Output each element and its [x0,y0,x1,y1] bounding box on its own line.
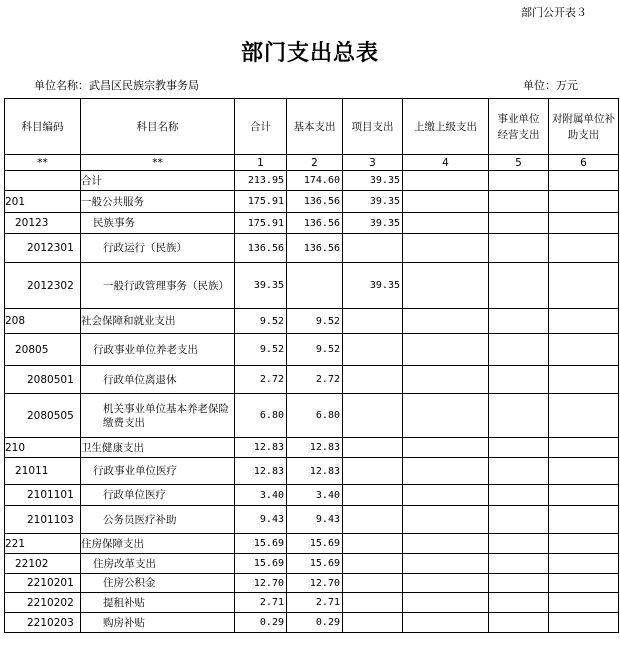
upper-payment-cell [403,309,489,334]
business-expense-cell [489,334,549,366]
subject-code-cell: 2101101 [5,485,81,506]
business-expense-cell [489,394,549,438]
business-expense-cell [489,213,549,234]
project-expense-cell [343,309,403,334]
col-header-subsidy: 对附属单位补助支出 [549,99,619,155]
upper-payment-cell [403,574,489,593]
subsidy-cell [549,334,619,366]
total-cell: 175.91 [235,213,287,234]
subject-name-cell: 行政运行（民族） [81,234,235,263]
subsidy-cell [549,506,619,534]
unit-name-label: 单位名称：武昌区民族宗教事务局 [34,79,199,92]
index-cell: 5 [489,155,549,171]
project-expense-cell [343,438,403,458]
subject-code-cell: 2210201 [5,574,81,593]
total-cell: 2.71 [235,593,287,613]
subject-code-cell: 2080505 [5,394,81,438]
table-row [5,171,619,191]
subsidy-cell [549,458,619,485]
subsidy-cell [549,534,619,554]
project-expense-cell [343,506,403,534]
table-row [5,263,619,309]
subsidy-cell [549,263,619,309]
upper-payment-cell [403,485,489,506]
subsidy-cell [549,191,619,213]
upper-payment-cell [403,334,489,366]
index-cell: 1 [235,155,287,171]
total-cell: 15.69 [235,554,287,574]
business-expense-cell [489,191,549,213]
total-cell: 15.69 [235,534,287,554]
subject-code-cell: 2012302 [5,263,81,309]
table-row [5,309,619,334]
business-expense-cell [489,234,549,263]
upper-payment-cell [403,234,489,263]
col-header-code: 科目编码 [5,99,81,155]
subject-code-cell: 2210203 [5,613,81,633]
subject-code-cell: 22102 [5,554,81,574]
upper-payment-cell [403,534,489,554]
table-row [5,574,619,593]
upper-payment-cell [403,366,489,394]
upper-payment-cell [403,593,489,613]
basic-expense-cell: 15.69 [287,554,343,574]
table-row [5,366,619,394]
project-expense-cell [343,234,403,263]
subject-name-cell: 一般行政管理事务（民族） [81,263,235,309]
upper-payment-cell [403,191,489,213]
total-cell: 12.70 [235,574,287,593]
subject-name-cell: 行政事业单位医疗 [81,458,235,485]
table-row [5,191,619,213]
project-expense-cell [343,394,403,438]
total-cell: 213.95 [235,171,287,191]
table-body [5,171,619,633]
basic-expense-cell: 9.52 [287,334,343,366]
business-expense-cell [489,309,549,334]
total-cell: 175.91 [235,191,287,213]
total-cell: 6.80 [235,394,287,438]
business-expense-cell [489,554,549,574]
subject-code-cell: 20123 [5,213,81,234]
upper-payment-cell [403,506,489,534]
subject-name-cell: 行政单位医疗 [81,485,235,506]
business-expense-cell [489,438,549,458]
business-expense-cell [489,366,549,394]
total-cell: 9.52 [235,309,287,334]
subject-name-cell: 公务员医疗补助 [81,506,235,534]
basic-expense-cell [287,263,343,309]
subject-code-cell: 2012301 [5,234,81,263]
table-row [5,534,619,554]
index-cell: ** [81,155,235,171]
header-row [5,99,619,155]
subject-name-cell: 一般公共服务 [81,191,235,213]
subsidy-cell [549,234,619,263]
basic-expense-cell: 15.69 [287,534,343,554]
col-header-total: 合计 [235,99,287,155]
basic-expense-cell: 2.72 [287,366,343,394]
project-expense-cell [343,554,403,574]
subject-code-cell: 208 [5,309,81,334]
index-cell: 6 [549,155,619,171]
upper-payment-cell [403,438,489,458]
subsidy-cell [549,394,619,438]
total-cell: 9.52 [235,334,287,366]
table-row [5,234,619,263]
total-cell: 12.83 [235,458,287,485]
col-header-name: 科目名称 [81,99,235,155]
upper-payment-cell [403,263,489,309]
subject-code-cell: 221 [5,534,81,554]
table-row [5,394,619,438]
index-cell: 3 [343,155,403,171]
subject-code-cell: 210 [5,438,81,458]
subject-code-cell: 20805 [5,334,81,366]
basic-expense-cell: 174.60 [287,171,343,191]
index-row [5,155,619,171]
subject-name-cell: 提租补贴 [81,593,235,613]
subsidy-cell [549,574,619,593]
business-expense-cell [489,613,549,633]
subsidy-cell [549,213,619,234]
total-cell: 136.56 [235,234,287,263]
subsidy-cell [549,366,619,394]
project-expense-cell: 39.35 [343,263,403,309]
basic-expense-cell: 136.56 [287,234,343,263]
table-row [5,485,619,506]
table-row [5,334,619,366]
table-row [5,458,619,485]
business-expense-cell [489,263,549,309]
total-cell: 2.72 [235,366,287,394]
project-expense-cell [343,458,403,485]
business-expense-cell [489,171,549,191]
index-cell: ** [5,155,81,171]
total-cell: 12.83 [235,438,287,458]
basic-expense-cell: 3.40 [287,485,343,506]
basic-expense-cell: 136.56 [287,213,343,234]
col-header-project: 项目支出 [343,99,403,155]
table-row [5,506,619,534]
expenditure-table [4,98,619,633]
basic-expense-cell: 12.70 [287,574,343,593]
subject-name-cell: 社会保障和就业支出 [81,309,235,334]
project-expense-cell [343,366,403,394]
business-expense-cell [489,458,549,485]
upper-payment-cell [403,613,489,633]
subject-code-cell: 201 [5,191,81,213]
basic-expense-cell: 12.83 [287,438,343,458]
total-cell: 0.29 [235,613,287,633]
subsidy-cell [549,554,619,574]
subject-code-cell: 2101103 [5,506,81,534]
page-title: 部门支出总表 [240,40,379,66]
subsidy-cell [549,171,619,191]
project-expense-cell [343,613,403,633]
subject-name-cell: 卫生健康支出 [81,438,235,458]
business-expense-cell [489,485,549,506]
project-expense-cell: 39.35 [343,191,403,213]
total-cell: 39.35 [235,263,287,309]
subsidy-cell [549,309,619,334]
upper-payment-cell [403,394,489,438]
basic-expense-cell: 2.71 [287,593,343,613]
subsidy-cell [549,593,619,613]
business-expense-cell [489,506,549,534]
form-number: 部门公开表３ [521,6,587,19]
project-expense-cell: 39.35 [343,171,403,191]
project-expense-cell [343,534,403,554]
business-expense-cell [489,593,549,613]
subject-name-cell: 合计 [81,171,235,191]
total-cell: 9.43 [235,506,287,534]
subject-code-cell: 2080501 [5,366,81,394]
col-header-basic: 基本支出 [287,99,343,155]
upper-payment-cell [403,458,489,485]
basic-expense-cell: 9.52 [287,309,343,334]
project-expense-cell [343,593,403,613]
table-row [5,554,619,574]
subject-name-cell: 住房改革支出 [81,554,235,574]
table-row [5,613,619,633]
project-expense-cell [343,574,403,593]
subsidy-cell [549,485,619,506]
table-row [5,438,619,458]
subject-name-cell: 机关事业单位基本养老保险缴费支出 [81,394,235,438]
subsidy-cell [549,438,619,458]
subject-name-cell: 民族事务 [81,213,235,234]
total-cell: 3.40 [235,485,287,506]
business-expense-cell [489,574,549,593]
subject-name-cell: 行政单位离退休 [81,366,235,394]
upper-payment-cell [403,171,489,191]
subject-name-cell: 购房补贴 [81,613,235,633]
basic-expense-cell: 9.43 [287,506,343,534]
subject-name-cell: 住房保障支出 [81,534,235,554]
upper-payment-cell [403,554,489,574]
basic-expense-cell: 0.29 [287,613,343,633]
unit-measure-label: 单位：万元 [523,79,578,92]
upper-payment-cell [403,213,489,234]
col-header-upper: 上缴上级支出 [403,99,489,155]
project-expense-cell [343,485,403,506]
table-row [5,213,619,234]
subject-code-cell [5,171,81,191]
table-row [5,593,619,613]
index-cell: 2 [287,155,343,171]
basic-expense-cell: 12.83 [287,458,343,485]
col-header-business: 事业单位经营支出 [489,99,549,155]
basic-expense-cell: 136.56 [287,191,343,213]
basic-expense-cell: 6.80 [287,394,343,438]
index-cell: 4 [403,155,489,171]
subject-name-cell: 住房公积金 [81,574,235,593]
subsidy-cell [549,613,619,633]
subject-name-cell: 行政事业单位养老支出 [81,334,235,366]
project-expense-cell: 39.35 [343,213,403,234]
business-expense-cell [489,534,549,554]
project-expense-cell [343,334,403,366]
subject-code-cell: 21011 [5,458,81,485]
subject-code-cell: 2210202 [5,593,81,613]
